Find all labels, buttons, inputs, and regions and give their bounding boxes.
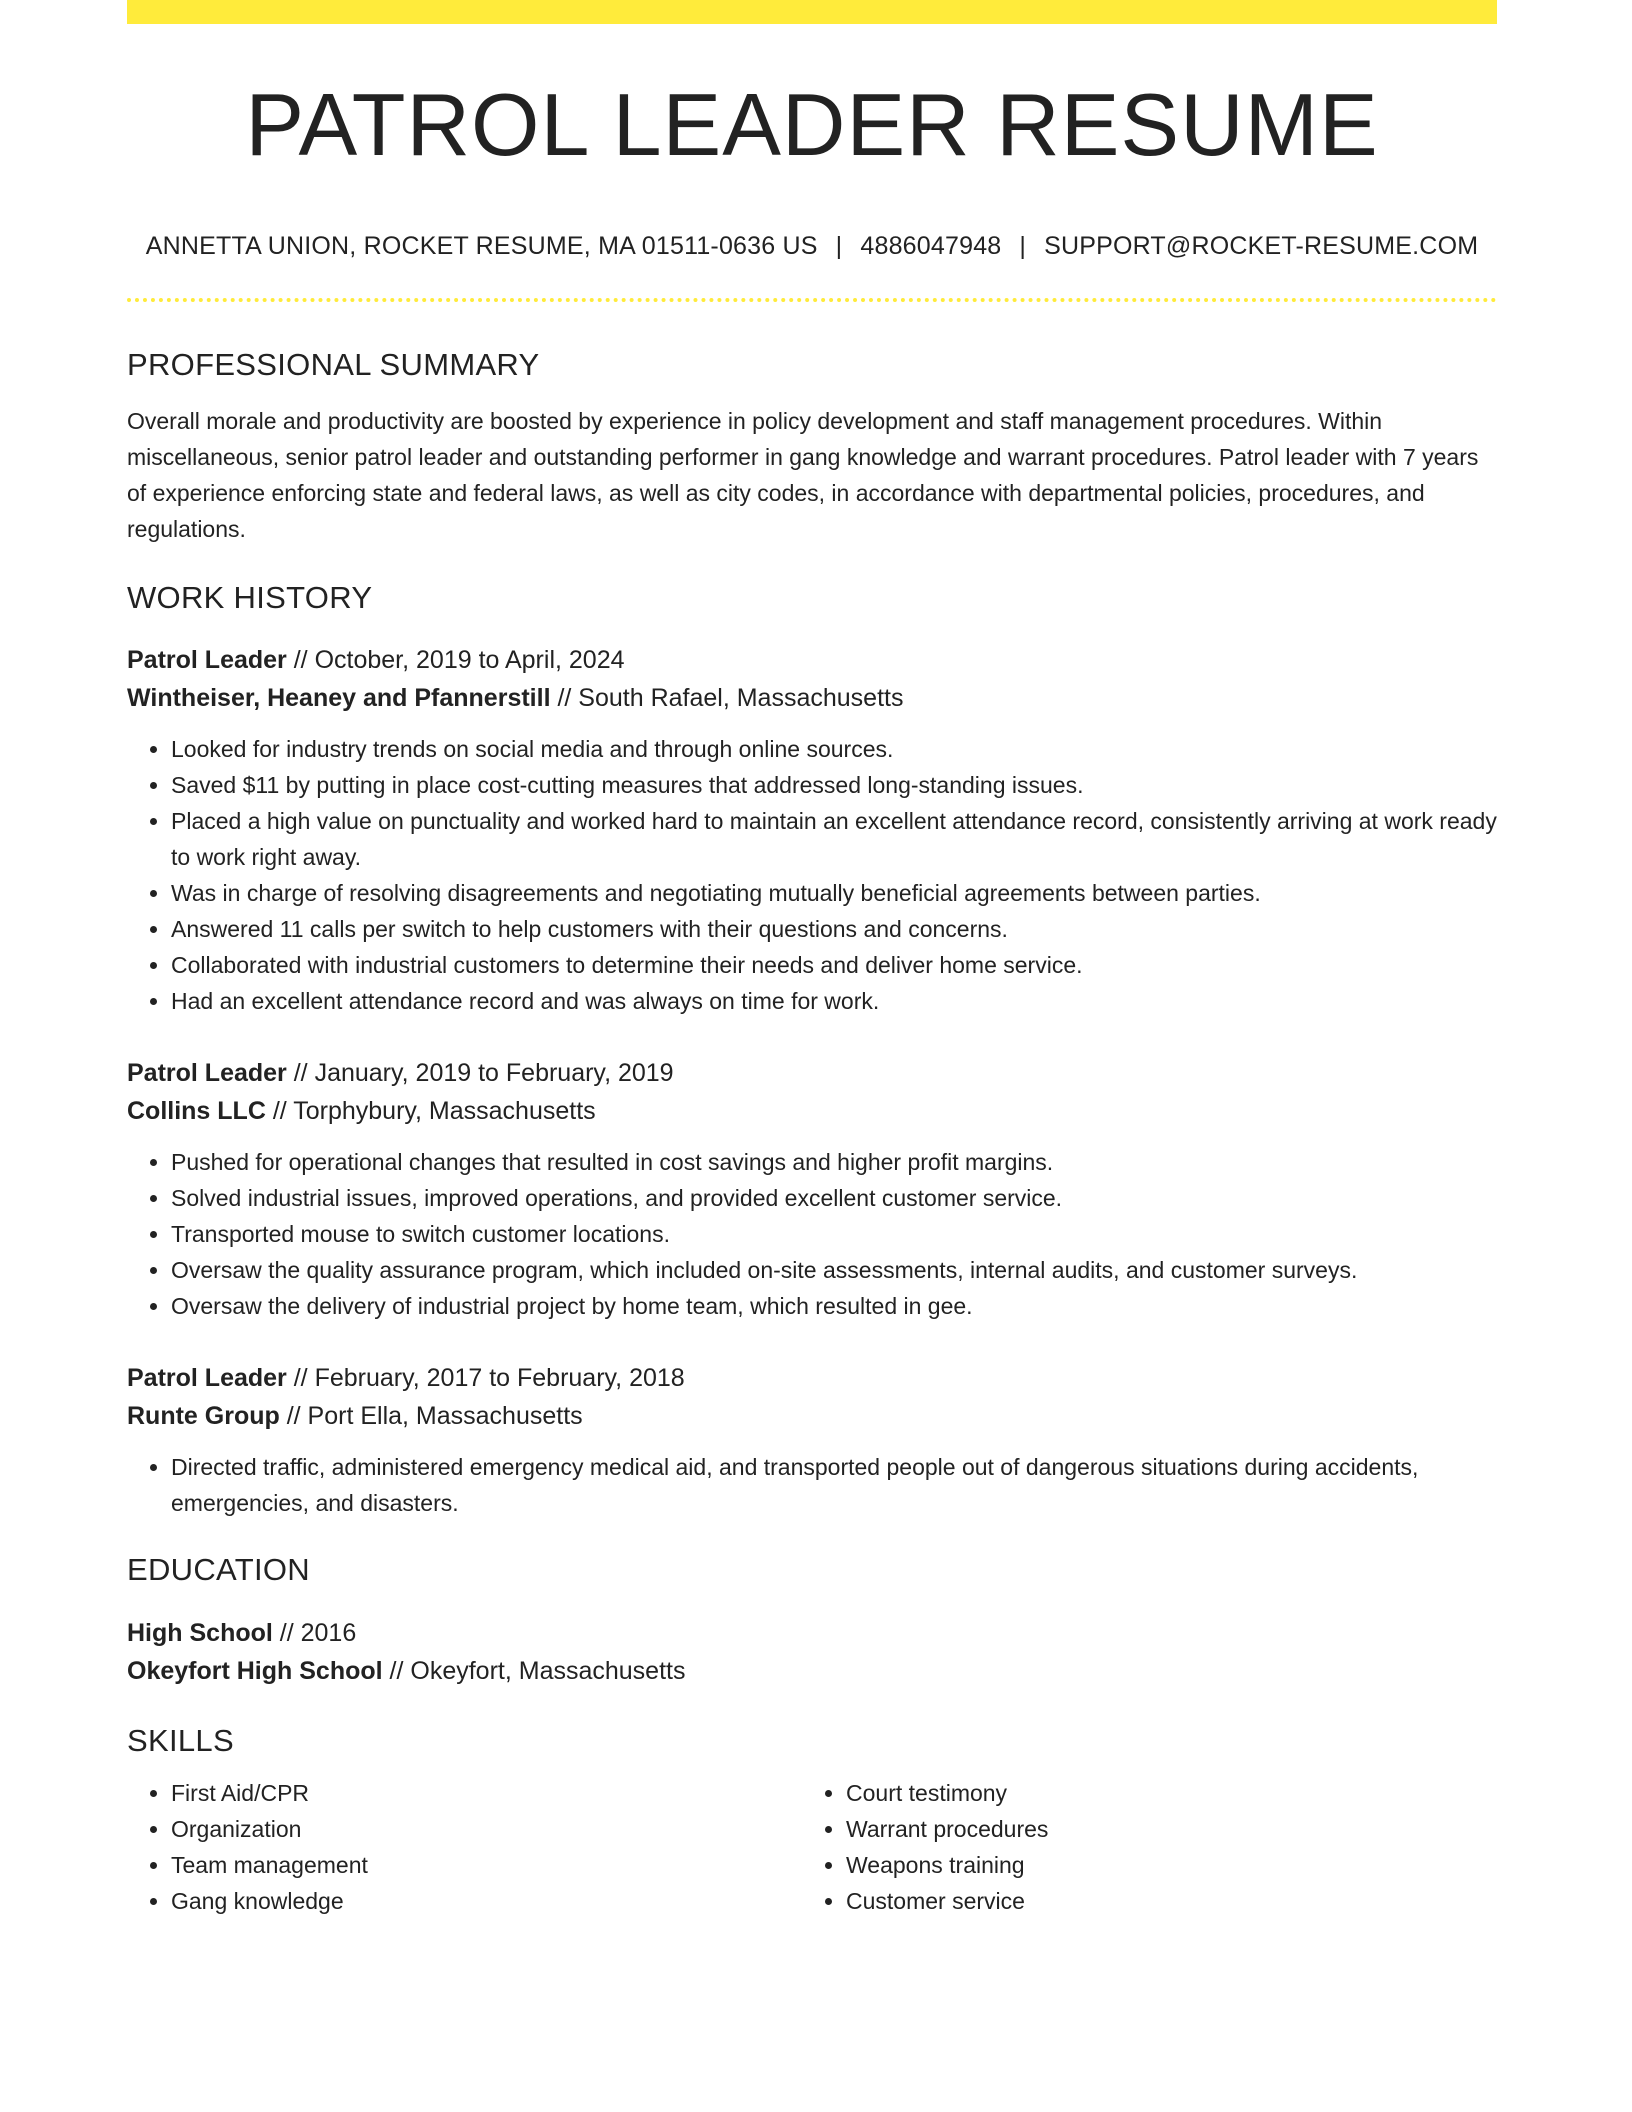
job-company-line	[127, 1092, 1497, 1130]
job-company-line	[127, 1397, 1497, 1435]
job-role-line	[127, 641, 1497, 679]
contact-email: SUPPORT@ROCKET-RESUME.COM	[1044, 232, 1479, 260]
skills-grid	[127, 1775, 1497, 1919]
skill-item: • Gang knowledge	[171, 1883, 802, 1919]
job-bullet: • Saved $11 by putting in place cost-cutting measures that addressed long-standing issues.	[171, 767, 1497, 803]
education-degree: High School	[127, 1618, 273, 1647]
job-bullet: • Directed traffic, administered emergency medical aid, and transported people out of dangerous situations during accidents, emergencies, and disasters.	[171, 1449, 1497, 1521]
skills-column-left	[127, 1775, 802, 1919]
education-year: // 2016	[272, 1618, 357, 1647]
job-bullet: • Collaborated with industrial customers to determine their needs and deliver home service.	[171, 947, 1497, 983]
job-bullets	[127, 1144, 1497, 1324]
education-school: Okeyfort High School	[127, 1656, 383, 1685]
education-heading: EDUCATION	[127, 1552, 310, 1588]
job-bullet: • Answered 11 calls per switch to help customers with their questions and concerns.	[171, 911, 1497, 947]
skill-item: • Team management	[171, 1847, 802, 1883]
contact-line	[127, 231, 1497, 261]
contact-separator: |	[1019, 232, 1027, 260]
resume-page	[127, 0, 1497, 1919]
job-location: // South Rafael, Massachusetts	[550, 684, 904, 713]
summary-heading: PROFESSIONAL SUMMARY	[127, 347, 540, 382]
job-company: Runte Group	[127, 1402, 280, 1431]
skill-item: • Warrant procedures	[846, 1811, 1446, 1847]
contact-separator: |	[835, 232, 843, 260]
job-entry	[127, 1054, 1497, 1324]
job-role: Patrol Leader	[127, 646, 287, 675]
job-location: // Port Ella, Massachusetts	[279, 1402, 583, 1431]
dotted-divider	[127, 298, 1497, 302]
job-role: Patrol Leader	[127, 1059, 287, 1088]
summary-text: Overall morale and productivity are boosted by experience in policy development and staff management procedures. Within miscellaneous, senior patrol leader and outstanding performer in gang knowledge and warrant procedures. Patrol leader with 7 years of experience enforcing state and federal laws, as well as city codes, in accordance with departmental policies, procedures, and regulations.	[127, 408, 1479, 543]
job-bullets	[127, 1449, 1497, 1521]
job-company-line	[127, 679, 1497, 717]
job-location: // Torphybury, Massachusetts	[265, 1097, 596, 1126]
education-location: // Okeyfort, Massachusetts	[382, 1656, 686, 1685]
education-school-line	[127, 1652, 1497, 1690]
skill-item: • First Aid/CPR	[171, 1775, 802, 1811]
skill-item: • Weapons training	[846, 1847, 1446, 1883]
contact-phone: 4886047948	[860, 232, 1002, 260]
job-entry	[127, 1359, 1497, 1521]
job-role-line	[127, 1359, 1497, 1397]
job-list	[127, 641, 1497, 1521]
job-dates: // January, 2019 to February, 2019	[286, 1059, 674, 1088]
job-bullet: • Solved industrial issues, improved operations, and provided excellent customer service.	[171, 1180, 1497, 1216]
job-entry	[127, 641, 1497, 1019]
contact-address: ANNETTA UNION, ROCKET RESUME, MA 01511-0636 US	[145, 232, 818, 260]
job-role-line	[127, 1054, 1497, 1092]
skills-heading: SKILLS	[127, 1722, 234, 1758]
job-bullet: • Transported mouse to switch customer locations.	[171, 1216, 1497, 1252]
job-dates: // February, 2017 to February, 2018	[286, 1364, 685, 1393]
job-bullet: • Oversaw the delivery of industrial project by home team, which resulted in gee.	[171, 1288, 1497, 1324]
job-bullet: • Looked for industry trends on social media and through online sources.	[171, 731, 1497, 767]
resume-title: PATROL LEADER RESUME	[245, 75, 1379, 174]
job-company: Wintheiser, Heaney and Pfannerstill	[127, 684, 551, 713]
education-degree-line	[127, 1614, 1497, 1652]
skill-item: • Organization	[171, 1811, 802, 1847]
job-bullet: • Placed a high value on punctuality and worked hard to maintain an excellent attendance record, consistently arriving at work ready to work right away.	[171, 803, 1497, 875]
work-history-heading: WORK HISTORY	[127, 580, 373, 616]
skill-item: • Court testimony	[846, 1775, 1446, 1811]
job-company: Collins LLC	[127, 1097, 266, 1126]
job-bullet: • Oversaw the quality assurance program, which included on-site assessments, internal audits, and customer surveys.	[171, 1252, 1497, 1288]
skills-column-right	[802, 1775, 1446, 1919]
top-accent-bar	[127, 0, 1497, 24]
education-entry	[127, 1614, 1497, 1690]
job-bullet: • Had an excellent attendance record and was always on time for work.	[171, 983, 1497, 1019]
job-role: Patrol Leader	[127, 1364, 287, 1393]
job-bullet: • Was in charge of resolving disagreements and negotiating mutually beneficial agreements between parties.	[171, 875, 1497, 911]
job-dates: // October, 2019 to April, 2024	[286, 646, 625, 675]
skill-item: • Customer service	[846, 1883, 1446, 1919]
job-bullets	[127, 731, 1497, 1019]
job-bullet: • Pushed for operational changes that resulted in cost savings and higher profit margins.	[171, 1144, 1497, 1180]
